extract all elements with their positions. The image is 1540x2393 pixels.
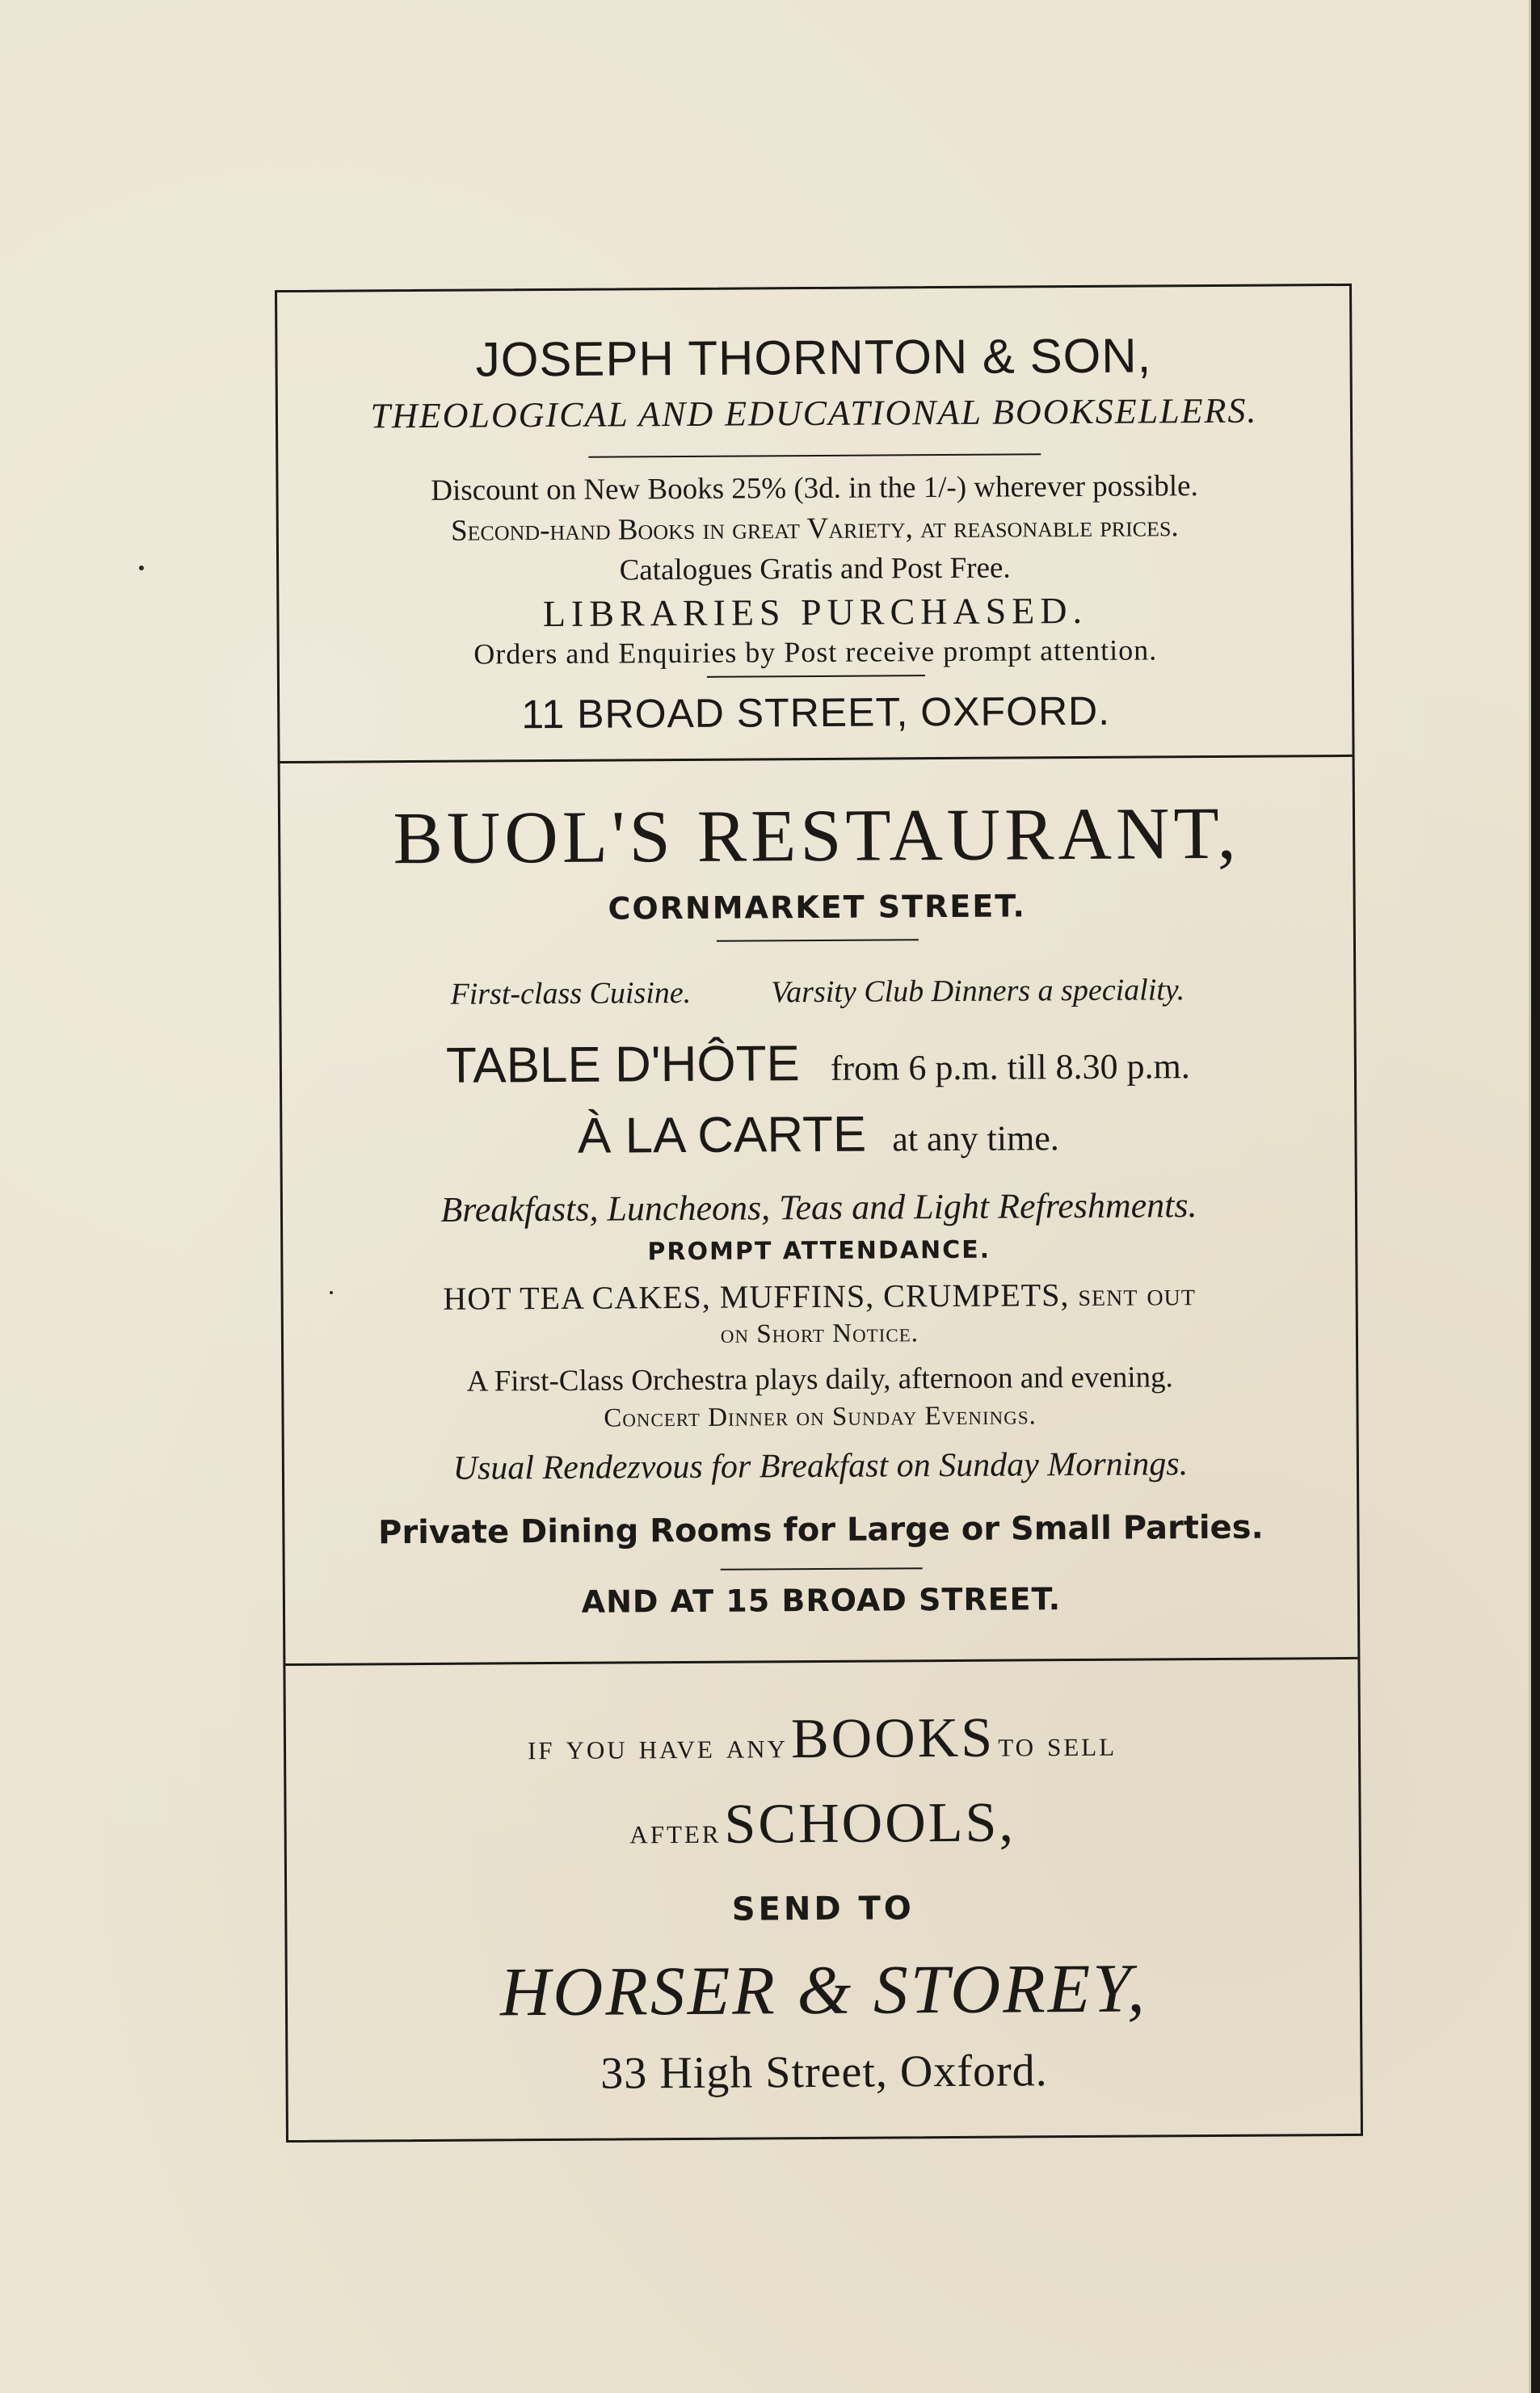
private-dining: Private Dining Rooms for Large or Small Parties. — [377, 1508, 1264, 1552]
second-address: AND AT 15 BROAD STREET. — [581, 1581, 1062, 1620]
thornton-tagline: THEOLOGICAL AND EDUCATIONAL BOOKSELLERS. — [370, 390, 1258, 436]
horser-storey-name: HORSER & STOREY, — [499, 1949, 1147, 2031]
buol-advert — [280, 757, 1358, 1666]
cuisine-line — [281, 971, 1353, 1013]
schools-word: SCHOOLS, — [724, 1791, 1016, 1856]
divider — [720, 1567, 922, 1571]
varsity-dinners: Varsity Club Dinners a speciality. — [771, 973, 1185, 1010]
a-la-carte-hours: at any time. — [892, 1118, 1059, 1159]
send-to: SEND TO — [731, 1890, 915, 1928]
first-class-cuisine: First-class Cuisine. — [450, 975, 692, 1011]
if-you-have-any: if you have any — [527, 1726, 789, 1768]
table-dhote: TABLE D'HÔTE — [445, 1036, 801, 1094]
thornton-libraries: LIBRARIES PURCHASED. — [542, 589, 1088, 635]
schools-line — [286, 1789, 1358, 1860]
thornton-catalogues: Catalogues Gratis and Post Free. — [619, 551, 1011, 587]
books-line — [286, 1704, 1358, 1775]
thornton-orders: Orders and Enquiries by Post receive prompt attention. — [473, 633, 1158, 671]
hot-tea-cakes: HOT TEA CAKES, MUFFINS, CRUMPETS, — [443, 1276, 1070, 1317]
ink-speck — [139, 566, 144, 570]
a-la-carte-line — [282, 1103, 1354, 1167]
thornton-discount: Discount on New Books 25% (3d. in the 1/-) wherever possible. — [431, 469, 1198, 507]
divider — [588, 453, 1041, 457]
table-dhote-hours: from 6 p.m. till 8.30 p.m. — [830, 1046, 1190, 1088]
short-notice: on Short Notice. — [720, 1318, 919, 1349]
prompt-attendance: PROMPT ATTENDANCE. — [647, 1235, 991, 1267]
table-dhote-line — [282, 1032, 1354, 1096]
divider — [706, 675, 924, 678]
books-word: BOOKS — [790, 1706, 995, 1771]
orchestra: A First-Class Orchestra plays daily, afternoon and evening. — [466, 1361, 1173, 1398]
thornton-address: 11 BROAD STREET, OXFORD. — [521, 688, 1111, 738]
advertisement-frame — [275, 284, 1363, 2143]
a-la-carte: À LA CARTE — [577, 1106, 867, 1164]
restaurant-street: CORNMARKET STREET. — [608, 888, 1026, 927]
horser-address: 33 High Street, Oxford. — [600, 2046, 1048, 2099]
hot-tea-cakes-line — [284, 1274, 1356, 1318]
horser-advert — [285, 1659, 1361, 2140]
after-word: after — [629, 1811, 722, 1852]
to-sell: to sell — [998, 1723, 1117, 1764]
divider — [716, 939, 918, 942]
thornton-name: JOSEPH THORNTON & SON, — [475, 328, 1152, 387]
concert-dinner: Concert Dinner on Sunday Evenings. — [604, 1401, 1037, 1433]
usual-rendezvous: Usual Rendezvous for Breakfast on Sunday Mornings. — [452, 1445, 1189, 1487]
thornton-advert — [277, 286, 1353, 763]
thornton-secondhand: Second-hand Books in great Variety, at reasonable prices. — [450, 510, 1179, 548]
sent-out: sent out — [1078, 1276, 1197, 1314]
restaurant-name: BUOL'S RESTAURANT, — [393, 791, 1241, 880]
refreshments: Breakfasts, Luncheons, Teas and Light Refreshments. — [440, 1185, 1197, 1230]
